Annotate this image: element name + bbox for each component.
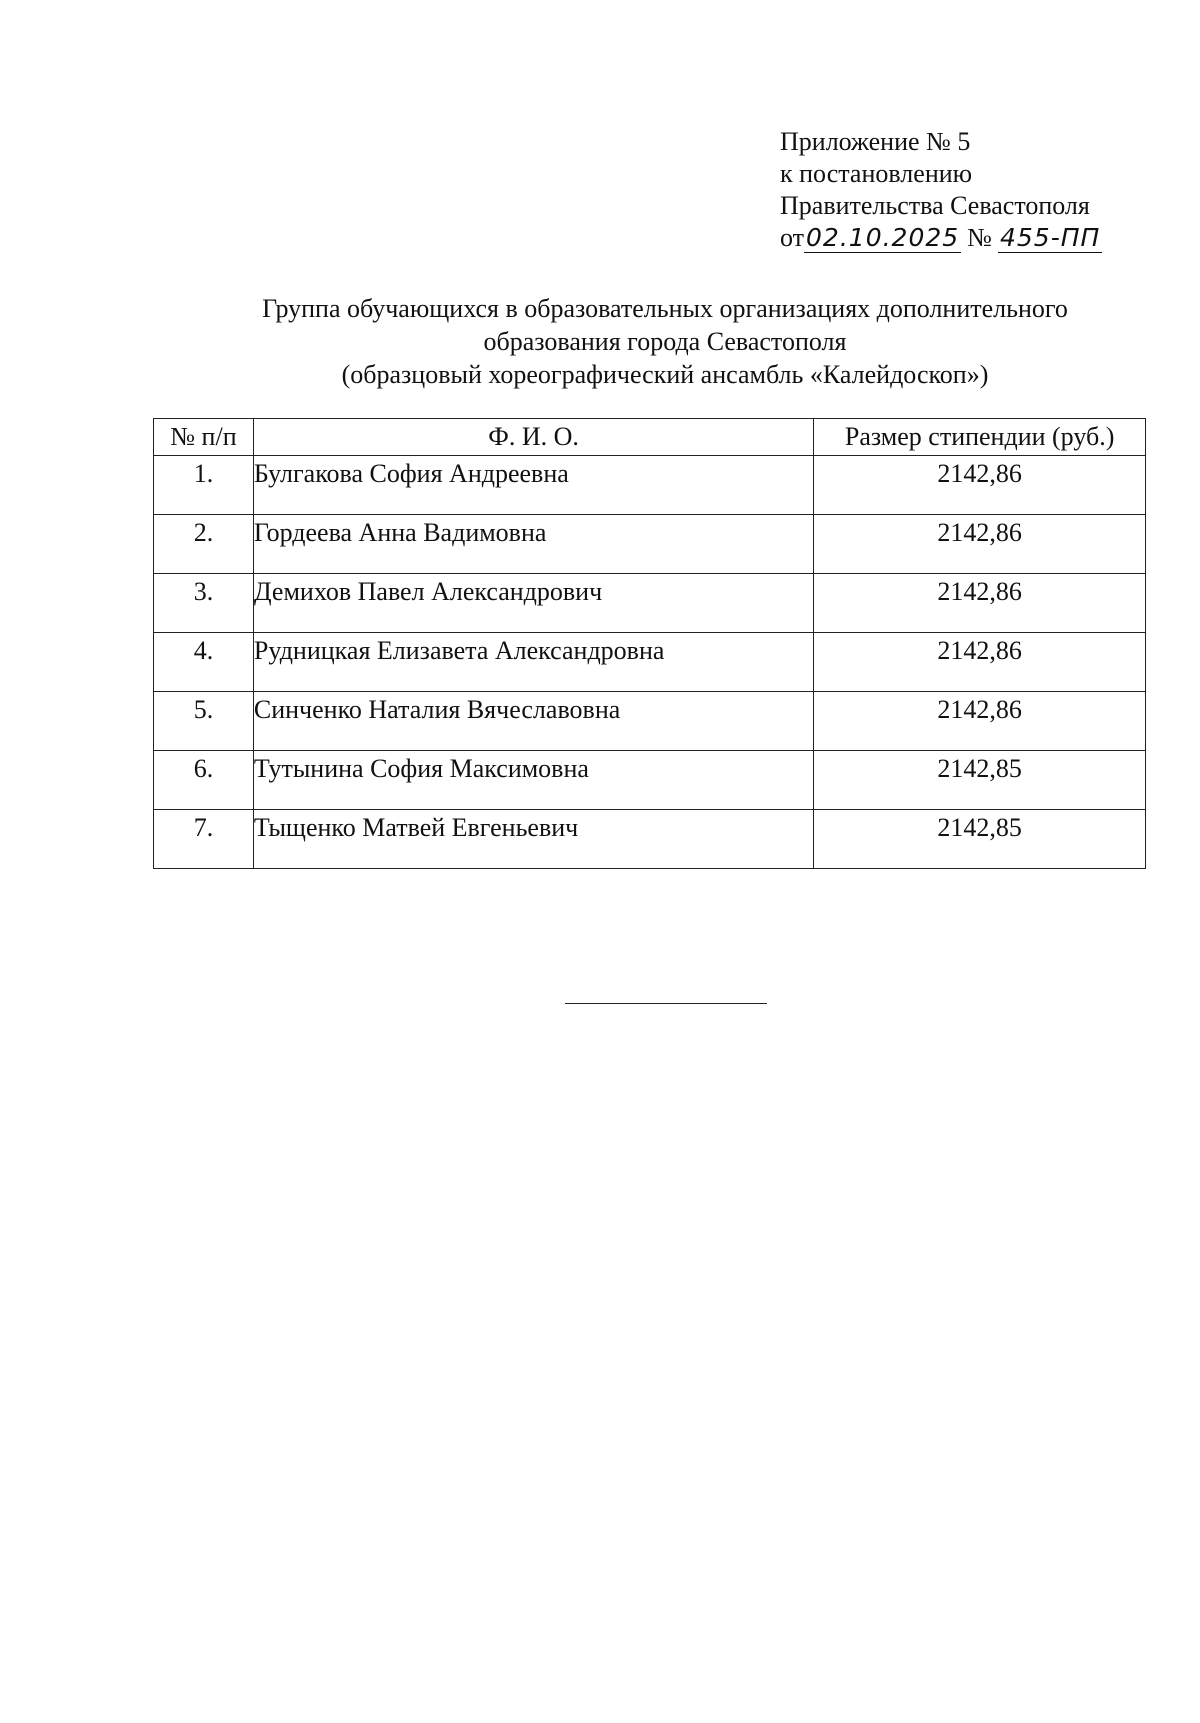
from-label: от [780, 223, 805, 252]
header-num: № п/п [154, 419, 254, 456]
handwritten-number: 455-ПП [999, 223, 1101, 252]
row-amount: 2142,86 [814, 456, 1146, 515]
appendix-block [780, 126, 1102, 254]
closing-rule [565, 1003, 767, 1004]
row-num: 4. [154, 633, 254, 692]
row-amount: 2142,86 [814, 692, 1146, 751]
appendix-subtitle: к постановлению [780, 159, 973, 188]
table-row [154, 692, 1146, 751]
number-sign: № [967, 223, 992, 252]
appendix-date-number [780, 222, 1102, 254]
row-num: 7. [154, 810, 254, 869]
appendix-issuer: Правительства Севастополя [780, 191, 1090, 220]
row-num: 1. [154, 456, 254, 515]
header-name: Ф. И. О. [253, 419, 813, 456]
row-amount: 2142,86 [814, 633, 1146, 692]
row-num: 3. [154, 574, 254, 633]
title-line-3: (образцовый хореографический ансамбль «Калейдоскоп») [341, 360, 989, 389]
table-row [154, 810, 1146, 869]
table-row [154, 515, 1146, 574]
appendix-title: Приложение № 5 [780, 127, 971, 156]
row-amount: 2142,85 [814, 810, 1146, 869]
handwritten-date: 02.10.2025 [806, 223, 960, 252]
row-amount: 2142,85 [814, 751, 1146, 810]
row-num: 6. [154, 751, 254, 810]
row-name: Рудницкая Елизавета Александровна [253, 633, 813, 692]
row-name: Тутынина София Максимовна [253, 751, 813, 810]
title-line-1: Группа обучающихся в образовательных организациях дополнительного [262, 294, 1068, 323]
title-line-2: образования города Севастополя [483, 327, 847, 356]
table-row [154, 574, 1146, 633]
row-amount: 2142,86 [814, 574, 1146, 633]
table-row [154, 456, 1146, 515]
row-name: Булгакова София Андреевна [253, 456, 813, 515]
header-amount: Размер стипендии (руб.) [814, 419, 1146, 456]
row-num: 2. [154, 515, 254, 574]
row-num: 5. [154, 692, 254, 751]
students-table [153, 418, 1146, 869]
row-amount: 2142,86 [814, 515, 1146, 574]
row-name: Демихов Павел Александрович [253, 574, 813, 633]
table-header-row [154, 419, 1146, 456]
row-name: Синченко Наталия Вячеславовна [253, 692, 813, 751]
row-name: Тыщенко Матвей Евгеньевич [253, 810, 813, 869]
document-title [150, 292, 1180, 391]
table-row [154, 751, 1146, 810]
table-row [154, 633, 1146, 692]
row-name: Гордеева Анна Вадимовна [253, 515, 813, 574]
